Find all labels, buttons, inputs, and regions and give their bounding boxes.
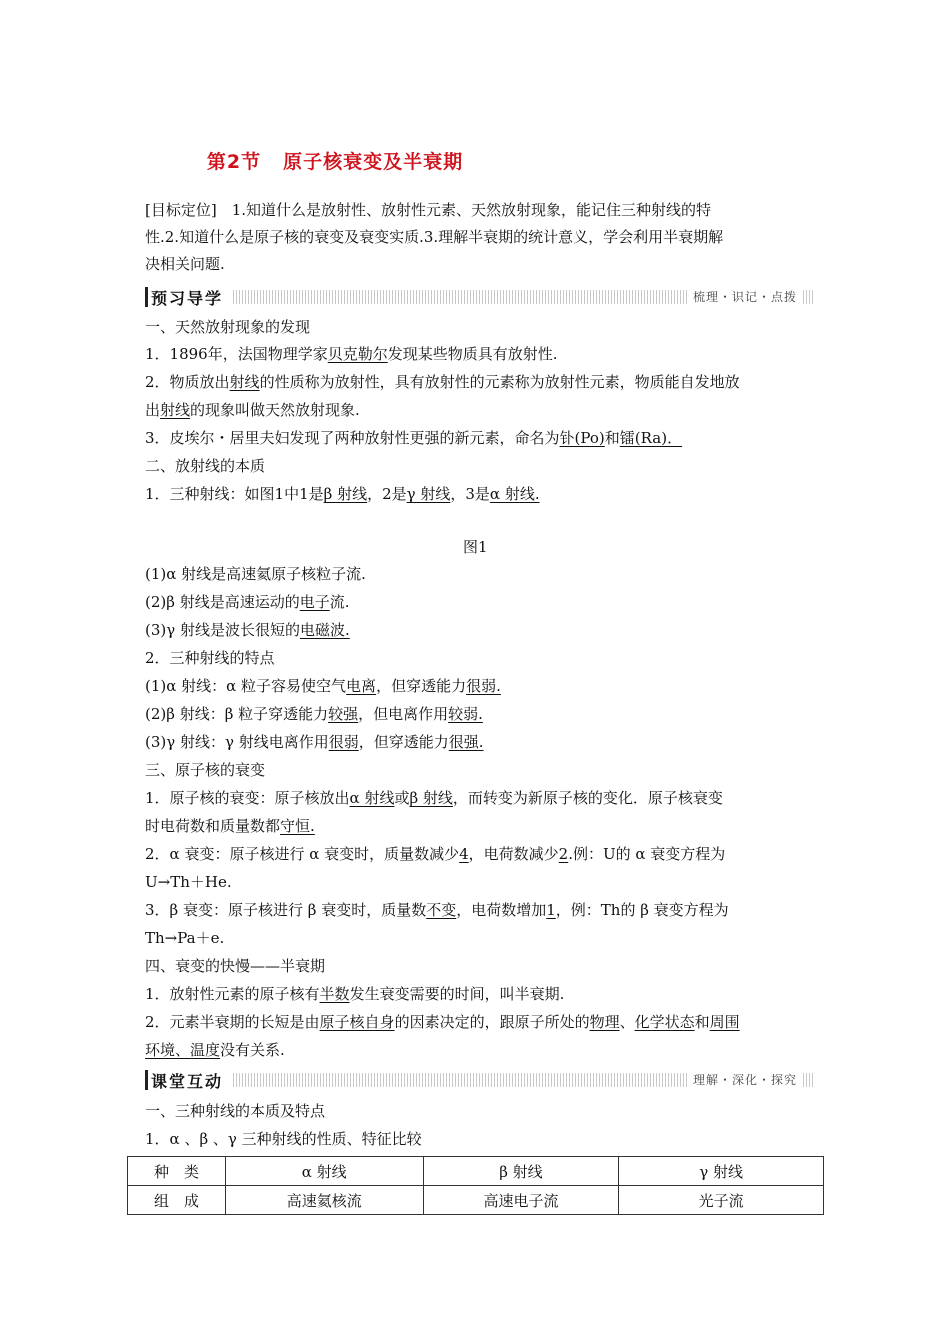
blank-answer: 4 [459,845,469,863]
blank-answer: β 射线 [323,485,368,503]
blank-answer: 半数 [319,985,350,1003]
table-cell: 组 成 [128,1186,226,1215]
objective-line-2: 性.2.知道什么是原子核的衰变及衰变实质.3.理解半衰期的统计意义，学会利用半衰期解 [145,228,724,246]
section-name: 预习导学 [151,289,224,308]
blank-answer: 原子核自身 [319,1013,395,1031]
equation-beta: Th→Pa＋e. [145,929,225,947]
table-cell: 高速氦核流 [225,1186,423,1215]
blank-answer: 电离 [346,677,377,695]
para-d1: (1)α 射线：α 粒子容易使空气电离，但穿透能力很弱. [145,677,501,695]
table-cell: 高速电子流 [423,1186,619,1215]
blank-answer: 物理 [589,1013,620,1031]
blank-answer: 周围 [709,1013,740,1031]
para-c1: (1)α 射线是高速氦原子核粒子流. [145,565,366,583]
para-e2: 时电荷数和质量数都守恒. [145,817,315,835]
bar-marker [145,1070,148,1090]
blank-answer: 镭(Ra)． [619,429,683,447]
blank-answer: 不变 [426,901,457,919]
section-title: 原子核衰变及半衰期 [283,151,464,173]
blank-answer: 较强 [328,705,359,723]
equation-alpha: U→Th＋He. [145,873,232,891]
para-g1: 1．α 、β 、γ 三种射线的性质、特征比较 [145,1130,422,1148]
objective-line-1: [目标定位] 1.知道什么是放射性、放射性元素、天然放射现象，能记住三种射线的特 [145,201,712,219]
para-a2: 2．物质放出射线的性质称为放射性，具有放射性的元素称为放射性元素，物质能自发地放 [145,373,740,391]
blank-answer: 很弱. [466,677,501,695]
para-d2: (2)β 射线：β 粒子穿透能力较强，但电离作用较弱. [145,705,483,723]
section-tag: 理解・深化・探究 [689,1071,801,1088]
figure-caption: 图1 [463,538,488,556]
table-cell: β 射线 [423,1157,619,1186]
blank-answer: 电子 [299,593,330,611]
para-d3: (3)γ 射线：γ 射线电离作用很弱，但穿透能力很强. [145,733,484,751]
heading-2: 二、放射线的本质 [145,457,266,475]
table-cell: 光子流 [619,1186,824,1215]
blank-answer: 很弱 [328,733,359,751]
heading-3: 三、原子核的衰变 [145,761,266,779]
comparison-table [127,1156,824,1215]
table-cell: α 射线 [225,1157,423,1186]
blank-answer: 温度 [190,1041,221,1059]
heading-4: 四、衰变的快慢——半衰期 [145,957,326,975]
blank-answer: 射线 [160,401,191,419]
section-bar-classroom [145,1069,815,1091]
para-a4: 3．皮埃尔・居里夫妇发现了两种放射性更强的新元素，命名为钋(Po)和镭(Ra)． [145,429,683,447]
blank-answer: 钋(Po) [559,429,605,447]
blank-answer: 很强. [448,733,484,751]
para-f2: 2．元素半衰期的长短是由原子核自身的因素决定的，跟原子所处的物理、化学状态和周围 [145,1013,740,1031]
para-d0: 2．三种射线的特点 [145,649,275,667]
blank-answer: 1 [546,901,556,919]
blank-answer: 电磁波. [299,621,350,639]
blank-answer: 较弱. [448,705,483,723]
para-c2: (2)β 射线是高速运动的电子流. [145,593,350,611]
section-name: 课堂互动 [151,1072,224,1091]
table-header-row [128,1157,824,1186]
blank-answer: β 射线 [409,789,453,807]
section-bar-preview [145,286,815,308]
section-number: 第2节 [206,151,262,173]
objective-line-3: 决相关问题. [145,255,225,273]
blank-answer: 2 [558,845,569,863]
section-tag: 梳理・识记・点拨 [689,288,801,305]
blank-answer: 环境 [145,1041,176,1059]
para-f1: 1．放射性元素的原子核有半数发生衰变需要的时间，叫半衰期. [145,985,565,1003]
para-a1: 1．1896年，法国物理学家贝克勒尔发现某些物质具有放射性. [145,345,558,363]
heading-1: 一、天然放射现象的发现 [145,318,311,336]
blank-answer: α 射线. [489,485,540,503]
para-a3: 出射线的现象叫做天然放射现象. [145,401,360,419]
page-title [0,147,670,174]
para-c3: (3)γ 射线是波长很短的电磁波. [145,621,350,639]
para-b1: 1．三种射线：如图1中1是β 射线，2是γ 射线，3是α 射线. [145,485,540,503]
table-cell: γ 射线 [619,1157,824,1186]
para-e1: 1．原子核的衰变：原子核放出α 射线或β 射线，而转变为新原子核的变化．原子核衰变 [145,789,723,807]
table-cell: 种 类 [128,1157,226,1186]
blank-answer: 化学状态 [634,1013,695,1031]
blank-answer: α 射线 [349,789,395,807]
blank-answer: 射线 [229,373,260,391]
bar-marker [145,287,148,307]
blank-answer: 贝克勒尔 [327,345,388,363]
para-e3: 2．α 衰变：原子核进行 α 衰变时，质量数减少4，电荷数减少2.例：U的 α 衰变方程为 [145,845,726,863]
para-f3: 环境、温度没有关系. [145,1041,285,1059]
heading-5: 一、三种射线的本质及特点 [145,1102,326,1120]
para-e5: 3．β 衰变：原子核进行 β 衰变时，质量数不变，电荷数增加1，例：Th的 β 衰变方程为 [145,901,729,919]
blank-answer: 守恒. [280,817,315,835]
blank-answer: γ 射线 [406,485,451,503]
table-row [128,1186,824,1215]
